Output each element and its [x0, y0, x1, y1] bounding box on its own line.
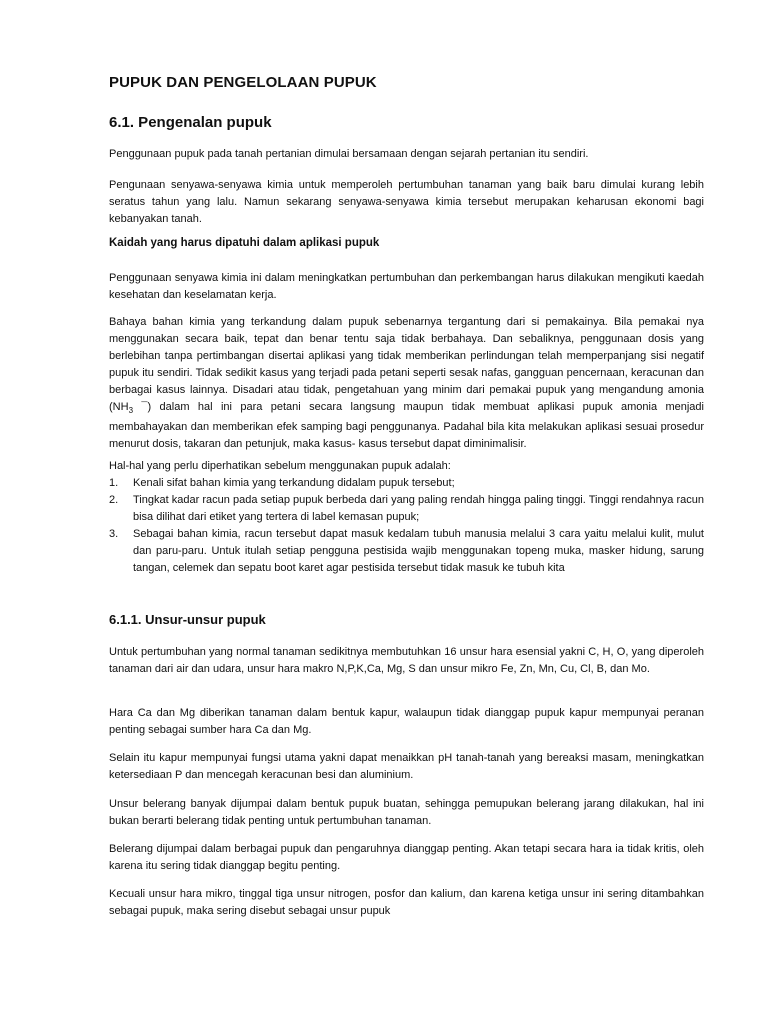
list-item-text: Kenali sifat bahan kimia yang terkandung didalam pupuk tersebut;: [133, 477, 455, 489]
paragraph-bahaya: [109, 314, 704, 453]
subscript: 3: [128, 406, 134, 416]
paragraph: Hara Ca dan Mg diberikan tanaman dalam bentuk kapur, walaupun tidak dianggap pupuk kapur mempunyai peranan penting sebagai sumber hara Ca dan Mg.: [109, 707, 704, 736]
paragraph: Penggunaan senyawa kimia ini dalam meningkatkan pertumbuhan dan perkembangan harus dilakukan mengikuti kaedah kesehatan dan keselamatan kerja.: [109, 272, 704, 301]
paragraph: Belerang dijumpai dalam berbagai pupuk dan pengaruhnya dianggap penting. Akan tetapi secara hara ia tidak kritis, oleh karena itu sering tidak dianggap begitu penting.: [109, 843, 704, 872]
paragraph: Unsur belerang banyak dijumpai dalam bentuk pupuk buatan, sehingga pemupukan belerang jarang dilakukan, hal ini bukan berarti belerang tidak penting untuk pertumbuhan tanaman.: [109, 798, 704, 827]
precaution-list: [109, 475, 704, 577]
list-number: 1.: [109, 477, 119, 489]
list-item-text: Sebagai bahan kimia, racun tersebut dapat masuk kedalam tubuh manusia melalui 3 cara yaitu melalui kulit, mulut dan paru-paru. Untuk itulah setiap pengguna pestisida wajib menggunakan topeng muka, masker hidung, sarung tangan, celemek dan sepatu boot karet agar pestisida tersebut tidak masuk ke tubuh kita: [133, 528, 704, 574]
subsection-title: 6.1.1. Unsur-unsur pupuk: [109, 612, 266, 627]
list-intro: Hal-hal yang perlu diperhatikan sebelum menggunakan pupuk adalah:: [109, 460, 451, 472]
list-item: [109, 475, 704, 492]
text-segment: ¯) dalam hal ini para petani secara langsung maupun tidak membuat aplikasi pupuk amonia menjadi membahayakan dan memberikan efek samping bagi penggunanya. Padahal bila kita melakukan aplikasi sesuai prosedur menurut dosis, takaran dan petunjuk, maka kasus- kasus tersebut dapat diminimalisir.: [109, 401, 704, 451]
subheading-kaidah: Kaidah yang harus dipatuhi dalam aplikasi pupuk: [109, 237, 380, 249]
section-title: 6.1. Pengenalan pupuk: [109, 114, 272, 131]
paragraph: Selain itu kapur mempunyai fungsi utama yakni dapat menaikkan pH tanah-tanah yang bereaksi masam, meningkatkan ketersediaan P dan mencegah keracunan besi dan aluminium.: [109, 752, 704, 781]
text-segment: Bahaya bahan kimia yang terkandung dalam pupuk sebenarnya tergantung dari si pemakainya. Bila pemakai nya menggunakan secara baik, tepat dan benar tentu saja tidak berbahaya. Dan sebaliknya, penggunaan dosis yang berlebihan tanpa pertimbangan disertai aplikasi yang tidak memberikan perlindungan telah memperpanjang sisi negatif pupuk itu sendiri. Tidak sedikit kasus yang terjadi pada petani seperti sesak nafas, gangguan pencernaan, keracunan dan berbagai kasus lainnya. Disadari atau tidak, pengetahuan yang minim dari pemakai pupuk yang mengandung amonia (NH: [109, 316, 704, 413]
paragraph: Kecuali unsur hara mikro, tinggal tiga unsur nitrogen, posfor dan kalium, dan karena ketiga unsur ini sering ditambahkan sebagai pupuk, maka sering disebut sebagai unsur pupuk: [109, 888, 704, 917]
list-item: [109, 492, 704, 526]
paragraph: Pengunaan senyawa-senyawa kimia untuk memperoleh pertumbuhan tanaman yang baik baru dimulai kurang lebih seratus tahun yang lalu. Namun sekarang senyawa-senyawa kimia tersebut merupakan keharusan ekonomi bagi kebanyakan tanah.: [109, 179, 704, 225]
paragraph: Penggunaan pupuk pada tanah pertanian dimulai bersamaan dengan sejarah pertanian itu sendiri.: [109, 148, 589, 160]
paragraph: Untuk pertumbuhan yang normal tanaman sedikitnya membutuhkan 16 unsur hara esensial yakni C, H, O, yang diperoleh tanaman dari air dan udara, unsur hara makro N,P,K,Ca, Mg, S dan unsur mikro Fe, Zn, Mn, Cu, Cl, B, dan Mo.: [109, 646, 704, 675]
list-number: 3.: [109, 528, 119, 540]
list-item-text: Tingkat kadar racun pada setiap pupuk berbeda dari yang paling rendah hingga paling tinggi. Tinggi rendahnya racun bisa dilihat dari etiket yang tertera di label kemasan pupuk;: [133, 494, 704, 523]
list-number: 2.: [109, 494, 119, 506]
document-title: PUPUK DAN PENGELOLAAN PUPUK: [109, 74, 377, 91]
list-item: [109, 526, 704, 577]
